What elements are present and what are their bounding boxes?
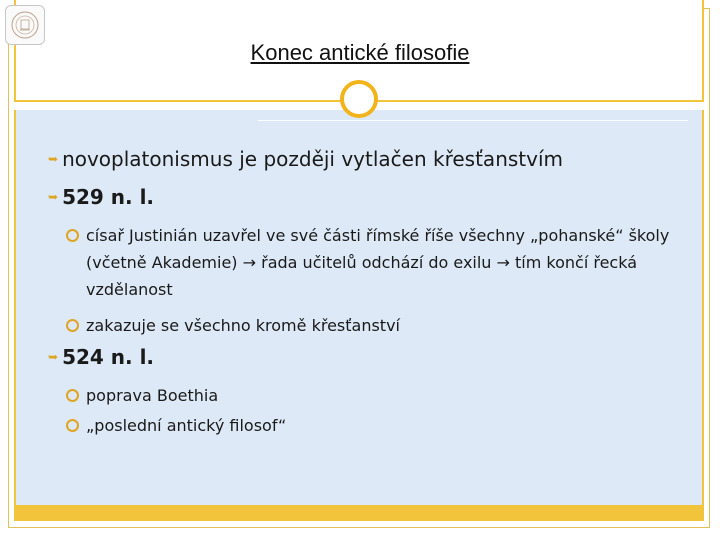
bullet-text: 529 n. l. xyxy=(62,185,155,209)
sub-bullet-text: poprava Boethia xyxy=(86,386,219,405)
bullet-text: 524 n. l. xyxy=(62,345,155,369)
bullet-ring-icon xyxy=(66,389,79,402)
bullet-item xyxy=(48,345,154,369)
bullet-ring-icon xyxy=(66,419,79,432)
sub-bullet-item xyxy=(66,382,666,409)
bullet-arrow-icon: ➥ xyxy=(48,350,59,364)
sub-bullet-item xyxy=(66,312,666,339)
slide-title: Konec antické filosofie xyxy=(250,40,470,65)
university-seal-icon xyxy=(5,5,45,45)
bullet-item xyxy=(48,185,154,209)
sub-bullet-item xyxy=(66,222,686,303)
sub-bullet-text: císař Justinián uzavřel ve své části římské říše všechny „pohanské“ školy (včetně Akademie) → řada učitelů odchází do exilu → tím končí řecká vzdělanost xyxy=(86,226,670,299)
sub-bullet-text: zakazuje se všechno kromě křesťanství xyxy=(86,316,400,335)
bullet-text: novoplatonismus je později vytlačen křesťanstvím xyxy=(62,147,563,171)
bullet-ring-icon xyxy=(66,319,79,332)
sub-bullet-text: „poslední antický filosof“ xyxy=(86,416,287,435)
ornament-ring-icon xyxy=(340,80,378,118)
bullet-item xyxy=(48,147,563,171)
sub-bullet-item xyxy=(66,412,666,439)
bullet-ring-icon xyxy=(66,229,79,242)
bullet-arrow-icon: ➥ xyxy=(48,152,59,166)
bullet-arrow-icon: ➥ xyxy=(48,190,59,204)
ornament-line xyxy=(258,120,688,121)
footer-band xyxy=(14,505,704,521)
